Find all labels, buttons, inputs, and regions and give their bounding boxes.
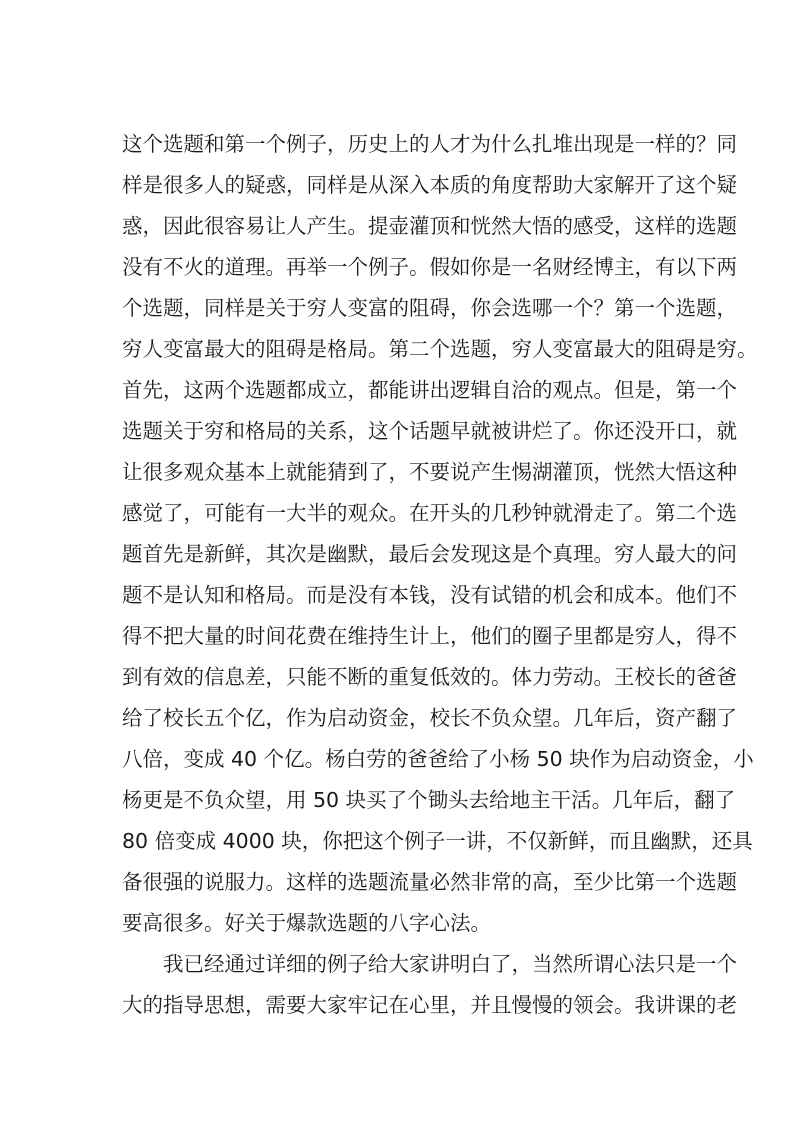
paragraph-2 <box>122 944 737 1026</box>
text-line: 这个选题和第一个例子，历史上的人才为什么扎堆出现是一样的？同 <box>122 132 737 156</box>
text-line: 没有不火的道理。再举一个例子。假如你是一名财经博主，有以下两 <box>122 255 737 279</box>
text-line: 题首先是新鲜，其次是幽默，最后会发现这是个真理。穷人最大的问 <box>122 542 737 566</box>
text-line: 备很强的说服力。这样的选题流量必然非常的高，至少比第一个选题 <box>122 870 737 894</box>
text-line: 我已经通过详细的例子给大家讲明白了，当然所谓心法只是一个 <box>163 952 737 976</box>
text-line: 要高很多。好关于爆款选题的八字心法。 <box>122 911 491 935</box>
text-line: 杨更是不负众望，用 50 块买了个锄头去给地主干活。几年后，翻了 <box>122 788 736 812</box>
text-line: 个选题，同样是关于穷人变富的阻碍，你会选哪一个？第一个选题， <box>122 296 737 320</box>
text-line: 到有效的信息差，只能不断的重复低效的。体力劳动。王校长的爸爸 <box>122 665 737 689</box>
text-line: 八倍，变成 40 个亿。杨白劳的爸爸给了小杨 50 块作为启动资金，小 <box>122 747 754 771</box>
text-line: 给了校长五个亿，作为启动资金，校长不负众望。几年后，资产翻了 <box>122 706 737 730</box>
text-line: 穷人变富最大的阻碍是格局。第二个选题，穷人变富最大的阻碍是穷。 <box>122 337 758 361</box>
text-line: 题不是认知和格局。而是没有本钱，没有试错的机会和成本。他们不 <box>122 583 737 607</box>
text-line: 选题关于穷和格局的关系，这个话题早就被讲烂了。你还没开口，就 <box>122 419 737 443</box>
paragraph-1 <box>122 124 758 944</box>
body-text <box>122 124 758 1026</box>
text-line: 样是很多人的疑惑，同样是从深入本质的角度帮助大家解开了这个疑 <box>122 173 737 197</box>
text-line: 大的指导思想，需要大家牢记在心里，并且慢慢的领会。我讲课的老 <box>122 993 737 1017</box>
text-line: 惑，因此很容易让人产生。提壶灌顶和恍然大悟的感受，这样的选题 <box>122 214 737 238</box>
text-line: 感觉了，可能有一大半的观众。在开头的几秒钟就滑走了。第二个选 <box>122 501 737 525</box>
text-line: 80 倍变成 4000 块，你把这个例子一讲，不仅新鲜，而且幽默，还具 <box>122 829 753 853</box>
text-line: 首先，这两个选题都成立，都能讲出逻辑自洽的观点。但是，第一个 <box>122 378 737 402</box>
text-line: 让很多观众基本上就能猜到了，不要说产生惕湖灌顶，恍然大悟这种 <box>122 460 737 484</box>
text-line: 得不把大量的时间花费在维持生计上，他们的圈子里都是穷人，得不 <box>122 624 737 648</box>
